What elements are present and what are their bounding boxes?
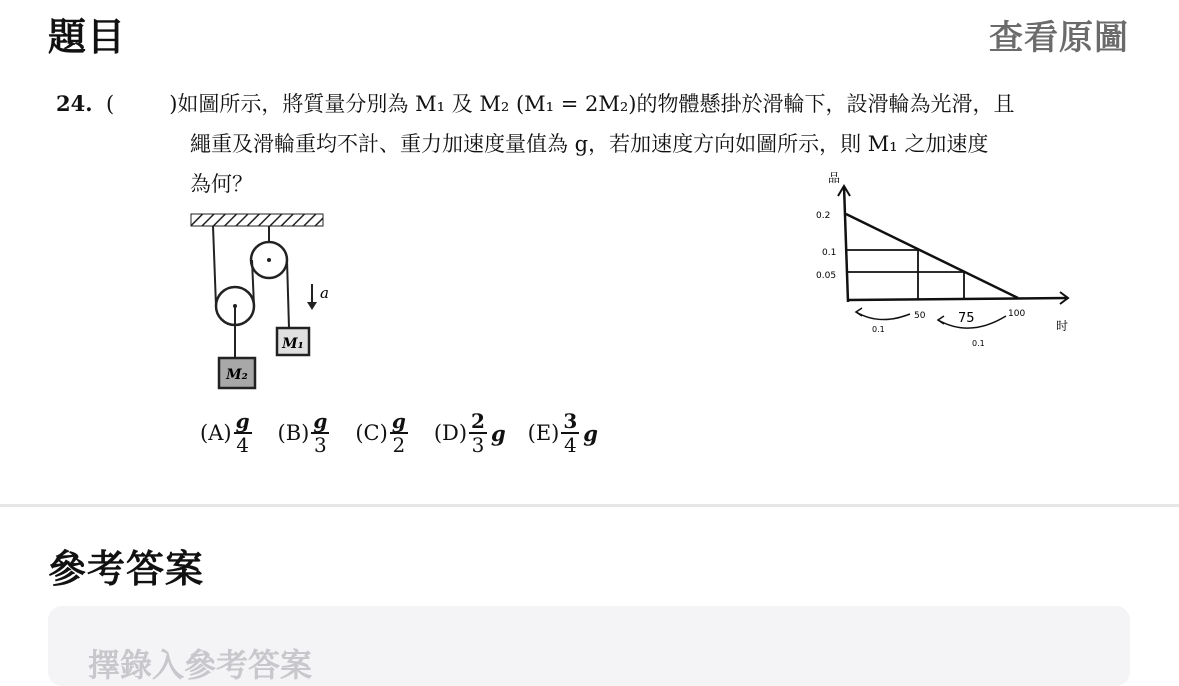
ceiling bbox=[191, 214, 323, 226]
option-d[interactable]: (D) $\frac{2}{3}$ g bbox=[433, 409, 506, 457]
acceleration-label: a bbox=[320, 284, 329, 302]
answer-box[interactable] bbox=[48, 606, 1130, 686]
options-row bbox=[200, 410, 620, 456]
mass-m2-label: M₂ bbox=[226, 367, 248, 383]
option-label: (C) bbox=[355, 421, 388, 445]
graph-y-tick-1: 0.2 bbox=[816, 211, 831, 221]
question-text-line-1: )如圖所示，將質量分別為 M₁ 及 M₂ (M₁ = 2M₂)的物體懸掛於滑輪下，設滑輪為光滑，且 bbox=[169, 92, 1015, 116]
graph-y-tick-2: 0.1 bbox=[822, 248, 837, 258]
graph-x-tick-3: 100 bbox=[1008, 309, 1026, 319]
pulley-diagram bbox=[185, 208, 355, 398]
option-label: (E) bbox=[527, 421, 560, 445]
question-line-1 bbox=[56, 84, 1136, 124]
answer-section-title: 參考答案 bbox=[48, 547, 205, 591]
option-label: (B) bbox=[277, 421, 310, 445]
question-line-3: 為何？ bbox=[190, 172, 253, 196]
option-fraction: $\frac{g}{4}$ bbox=[235, 409, 250, 457]
option-fraction: $\frac{g}{2}$ bbox=[391, 409, 406, 457]
page-title: 題目 bbox=[48, 15, 127, 59]
option-a[interactable] bbox=[200, 410, 256, 456]
question-line-2: 繩重及滑輪重均不計、重力加速度量值為 g，若加速度方向如圖所示，則 M₁ 之加速度 bbox=[190, 132, 989, 156]
option-e[interactable]: (E) $\frac{3}{4}$ g bbox=[527, 409, 598, 457]
answer-box-text: 擇錄入參考答案 bbox=[88, 646, 313, 684]
option-c[interactable] bbox=[355, 410, 411, 456]
section-divider bbox=[0, 504, 1179, 507]
graph-y-label: 品 bbox=[828, 171, 841, 185]
option-b[interactable] bbox=[278, 410, 334, 456]
graph-y-tick-3: 0.05 bbox=[816, 271, 837, 281]
graph-arrow-label-2: 0.1 bbox=[972, 339, 985, 348]
option-fraction: $\frac{2}{3}$ bbox=[471, 409, 485, 457]
mass-m1-label: M₁ bbox=[282, 336, 304, 352]
option-label: (D) bbox=[433, 421, 468, 445]
graph-x-label: 时 bbox=[1056, 319, 1069, 333]
option-fraction: $\frac{g}{3}$ bbox=[313, 409, 328, 457]
question-number: 24. bbox=[56, 91, 93, 116]
graph-x-tick-1: 50 bbox=[914, 311, 926, 321]
answer-blank-open: ( bbox=[106, 92, 115, 116]
option-label: (A) bbox=[200, 421, 232, 445]
handdrawn-graph bbox=[810, 166, 1090, 351]
view-original-button[interactable]: 查看原圖 bbox=[989, 18, 1129, 58]
graph-x-tick-2: 75 bbox=[958, 311, 975, 326]
option-fraction: $\frac{3}{4}$ bbox=[563, 409, 578, 457]
graph-arrow-label-1: 0.1 bbox=[872, 325, 885, 334]
